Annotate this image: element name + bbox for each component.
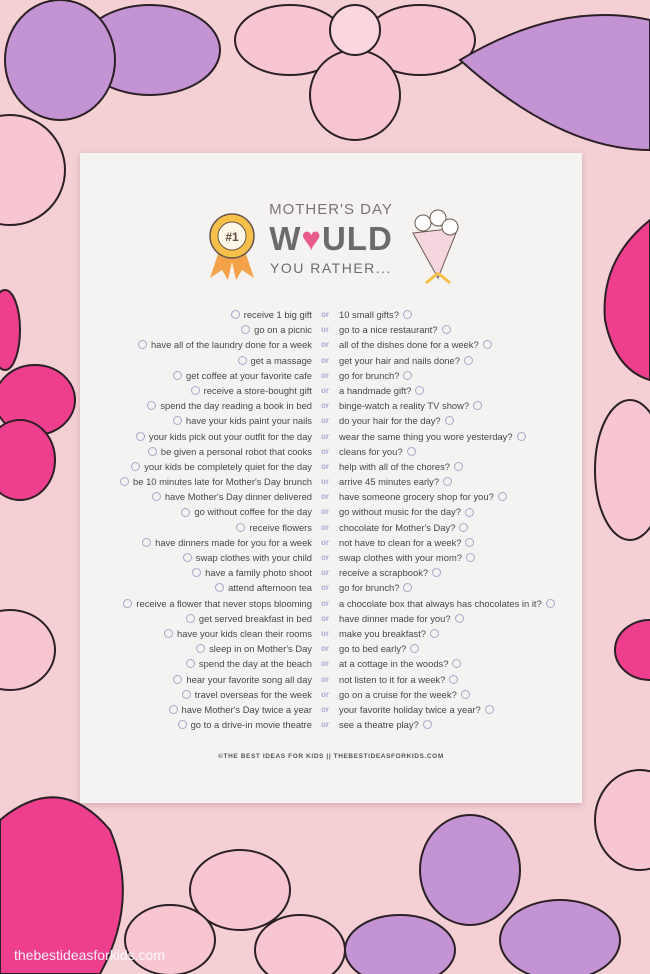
option-left-text: receive flowers [249,521,312,533]
question-row [80,337,582,352]
checkbox-circle-right[interactable] [410,644,419,653]
question-row [80,565,582,580]
option-left [234,353,313,368]
or-separator: or [321,370,329,380]
option-right-text: arrive 45 minutes early? [339,476,440,488]
option-left-text: attend afternoon tea [228,582,312,594]
option-left-text: spend the day reading a book in bed [160,400,312,412]
checkbox-circle-left[interactable] [182,690,191,699]
or-separator: or [321,568,329,578]
or-separator: or [321,431,329,441]
option-left-text: have your kids paint your nails [185,415,312,427]
checkbox-circle-left[interactable] [215,583,224,592]
or-separator: or [321,598,329,608]
printable-sheet [80,153,582,803]
option-left [182,611,312,626]
option-left [169,413,312,428]
option-left-text: have your kids clean their rooms [177,627,312,639]
option-left-text: have dinners made for you for a week [155,536,312,548]
option-right-text: have someone grocery shop for you? [339,491,494,503]
checkbox-circle-left[interactable] [181,508,190,517]
question-row [80,656,582,671]
checkbox-circle-right[interactable] [415,386,424,395]
option-right [339,596,559,611]
checkbox-circle-left[interactable] [148,447,157,456]
option-right [339,702,498,717]
option-left-text: spend the day at the beach [198,658,312,670]
checkbox-circle-left[interactable] [191,386,200,395]
option-left-text: be given a personal robot that cooks [160,445,312,457]
option-right-text: chocolate for Mother's Day? [339,521,456,533]
option-left [232,520,312,535]
or-separator: or [321,401,329,411]
option-right-text: all of the dishes done for a week? [339,339,479,351]
option-right [339,520,472,535]
option-right-text: swap clothes with your mom? [339,552,462,563]
option-right [339,322,455,337]
or-separator: or [321,720,329,730]
question-row [80,580,582,595]
checkbox-circle-left[interactable] [164,629,173,638]
or-separator: or [321,659,329,669]
question-row [80,504,582,519]
option-right [339,429,530,444]
question-row [80,489,582,504]
question-row [80,520,582,535]
question-row [80,550,582,565]
question-row [80,322,582,337]
option-right [339,489,511,504]
option-right-text: go to bed early? [339,643,407,655]
checkbox-circle-left[interactable] [123,599,132,608]
option-right-text: at a cottage in the woods? [339,658,449,670]
option-left [178,687,312,702]
option-left-text: go on a picnic [254,324,312,336]
checkbox-circle-left[interactable] [186,614,195,623]
question-row [80,702,582,717]
option-left [182,656,312,671]
checkbox-circle-right[interactable] [403,310,412,319]
option-right-text: wear the same thing you wore yesterday? [339,430,513,442]
option-left-text: sleep in on Mother's Day [209,643,312,655]
checkbox-circle-left[interactable] [142,538,151,547]
checkbox-circle-left[interactable] [186,659,195,668]
option-right-text: your favorite holiday twice a year? [339,703,481,715]
checkbox-circle-right[interactable] [459,523,468,532]
option-right [339,672,462,687]
checkbox-circle-right[interactable] [430,629,439,638]
checkbox-circle-right[interactable] [483,340,492,349]
checkbox-circle-left[interactable] [169,705,178,714]
checkbox-circle-right[interactable] [546,599,555,608]
checkbox-circle-right[interactable] [466,553,475,562]
option-right [339,474,456,489]
or-separator: or [321,583,329,593]
or-separator: or [321,355,329,365]
checkbox-circle-right[interactable] [452,659,461,668]
title-would-uld: ULD [321,220,393,257]
heart-icon: ♥ [301,220,322,257]
checkbox-circle-left[interactable] [136,432,145,441]
option-left [143,398,312,413]
option-left [187,383,312,398]
option-left [169,368,312,383]
checkbox-circle-right[interactable] [449,675,458,684]
question-row [80,383,582,398]
checkbox-circle-right[interactable] [432,568,441,577]
checkbox-circle-left[interactable] [147,401,156,410]
question-row [80,368,582,383]
flower-pink-lower-left [0,610,55,690]
question-row [80,307,582,322]
option-right [339,504,478,519]
checkbox-circle-left[interactable] [173,675,182,684]
title-line-3: YOU RATHER... [270,260,392,276]
option-right [339,444,420,459]
or-separator: or [321,704,329,714]
option-right [339,611,468,626]
checkbox-circle-left[interactable] [138,340,147,349]
checkbox-circle-left[interactable] [241,325,250,334]
or-separator: or [321,325,329,335]
option-left-text: have a family photo shoot [205,567,312,579]
option-right-text: a handmade gift? [339,384,412,396]
option-right [339,535,478,550]
option-left [177,504,312,519]
checkbox-circle-left[interactable] [183,553,192,562]
option-left [127,459,312,474]
or-separator: or [321,461,329,471]
checkbox-circle-right[interactable] [485,705,494,714]
option-left [174,717,312,732]
option-left-text: travel overseas for the week [194,688,312,700]
question-row [80,444,582,459]
or-separator: or [321,689,329,699]
option-right-text: binge-watch a reality TV show? [339,400,470,412]
option-left [134,337,312,352]
checkbox-circle-left[interactable] [173,416,182,425]
checkbox-circle-left[interactable] [131,462,140,471]
option-left-text: get coffee at your favorite cafe [186,369,312,381]
checkbox-circle-left[interactable] [152,492,161,501]
or-separator: or [321,416,329,426]
option-left-text: receive a flower that never stops blooming [136,597,312,609]
option-left [138,535,312,550]
option-left [227,307,312,322]
checkbox-circle-right[interactable] [407,447,416,456]
option-right-text: do your hair for the day? [339,415,441,427]
question-row [80,611,582,626]
option-right-text: receive a scrapbook? [339,567,429,579]
option-left-text: have all of the laundry done for a week [150,339,312,351]
option-left-text: your kids be completely quiet for the day [144,460,312,472]
question-row [80,626,582,641]
option-left [188,565,312,580]
question-row [80,641,582,656]
checkbox-circle-right[interactable] [443,477,452,486]
option-right-text: go for brunch? [339,582,400,594]
checkbox-circle-right[interactable] [473,401,482,410]
option-right-text: 10 small gifts? [339,309,399,320]
flower-purple-top-right [460,15,650,150]
option-left [119,596,312,611]
checkbox-circle-right[interactable] [445,416,454,425]
option-left-text: go to a drive-in movie theatre [190,719,312,731]
option-right-text: a chocolate box that always has chocolates in it? [339,597,542,609]
option-left-text: get served breakfast in bed [198,612,312,624]
option-right [339,687,474,702]
option-left [211,580,312,595]
or-separator: or [321,674,329,684]
checkbox-circle-right[interactable] [423,720,432,729]
question-row [80,429,582,444]
or-separator: or [321,613,329,623]
option-right-text: have dinner made for you? [339,612,451,624]
checkbox-circle-left[interactable] [236,523,245,532]
question-row [80,672,582,687]
question-list [80,307,582,732]
checkbox-circle-right[interactable] [465,538,474,547]
checkbox-circle-left[interactable] [192,568,201,577]
option-right [339,565,445,580]
flower-magenta-left [0,290,75,500]
question-row [80,474,582,489]
option-left [179,550,312,565]
checkbox-circle-right[interactable] [498,492,507,501]
or-separator: or [321,553,329,562]
question-row [80,717,582,732]
option-right [339,383,428,398]
option-right [339,717,436,732]
checkbox-circle-right[interactable] [454,462,463,471]
watermark: thebestideasforkids.com [14,947,165,963]
option-right [339,307,416,322]
checkbox-circle-left[interactable] [238,356,247,365]
or-separator: or [321,644,329,654]
checkbox-circle-left[interactable] [173,371,182,380]
checkbox-circle-left[interactable] [120,477,129,486]
option-right-text: go on a cruise for the week? [339,688,457,700]
question-row [80,535,582,550]
checkbox-circle-left[interactable] [231,310,240,319]
option-right-text: help with all of the chores? [339,460,451,472]
or-separator: or [321,446,329,456]
option-left [192,641,312,656]
option-left-text: get a massage [250,354,312,366]
option-left-text: receive 1 big gift [243,309,312,320]
or-separator: or [321,507,329,517]
footer-credit: ©THE BEST IDEAS FOR KIDS || THEBESTIDEASFORKIDS.COM [218,753,444,760]
checkbox-circle-right[interactable] [464,356,473,365]
option-right-text: not listen to it for a week? [339,673,446,685]
option-right-text: cleans for you? [339,445,403,457]
option-right-text: not have to clean for a week? [339,536,462,548]
option-left-text: have Mother's Day twice a year [181,703,312,715]
option-right [339,626,443,641]
option-right [339,337,496,352]
checkbox-circle-right[interactable] [461,690,470,699]
option-right [339,353,477,368]
checkbox-circle-left[interactable] [178,720,187,729]
or-separator: or [321,522,329,532]
option-right-text: go for brunch? [339,369,400,381]
option-right-text: go without music for the day? [339,506,461,518]
option-right [339,641,423,656]
option-right [339,580,416,595]
option-left-text: swap clothes with your child [195,552,312,563]
option-left [116,474,312,489]
checkbox-circle-right[interactable] [517,432,526,441]
option-left [148,489,312,504]
badge-text: #1 [225,230,239,244]
option-left [160,626,312,641]
option-left [237,322,312,337]
flower-pink-left [0,115,65,225]
option-right [339,368,416,383]
option-right-text: make you breakfast? [339,627,427,639]
option-right [339,656,465,671]
or-separator: or [321,537,329,547]
option-left-text: have Mother's Day dinner delivered [164,491,312,503]
option-right [339,413,458,428]
checkbox-circle-right[interactable] [442,325,451,334]
option-right [339,459,467,474]
question-row [80,353,582,368]
question-row [80,687,582,702]
question-row [80,596,582,611]
option-left-text: your kids pick out your outfit for the day [148,430,312,442]
title-would-w: W [269,220,302,257]
flower-purple-top-left [5,0,220,120]
flower-pink-top [235,5,475,140]
option-left [165,702,313,717]
option-left-text: go without coffee for the day [194,506,312,518]
or-separator: or [321,477,329,487]
option-left [169,672,312,687]
title-would [80,221,582,257]
option-left [144,444,312,459]
question-row [80,398,582,413]
title-line-1: MOTHER'S DAY [269,201,393,218]
or-separator: or [321,310,329,319]
checkbox-circle-right[interactable] [455,614,464,623]
checkbox-circle-right[interactable] [403,583,412,592]
flower-purple-bottom [345,815,620,974]
option-right [339,550,479,565]
option-left [132,429,312,444]
option-right-text: go to a nice restaurant? [339,324,438,336]
or-separator: or [321,340,329,350]
option-left-text: receive a store-bought gift [203,384,312,396]
checkbox-circle-right[interactable] [465,508,474,517]
question-row [80,413,582,428]
option-left-text: be 10 minutes late for Mother's Day brunch [133,476,312,488]
question-row [80,459,582,474]
option-right-text: see a theatre play? [339,719,419,731]
option-right [339,398,486,413]
checkbox-circle-right[interactable] [403,371,412,380]
or-separator: or [321,385,329,395]
or-separator: or [321,628,329,638]
option-right-text: get your hair and nails done? [339,354,460,366]
option-left-text: hear your favorite song all day [186,673,312,685]
checkbox-circle-left[interactable] [196,644,205,653]
or-separator: or [321,492,329,502]
